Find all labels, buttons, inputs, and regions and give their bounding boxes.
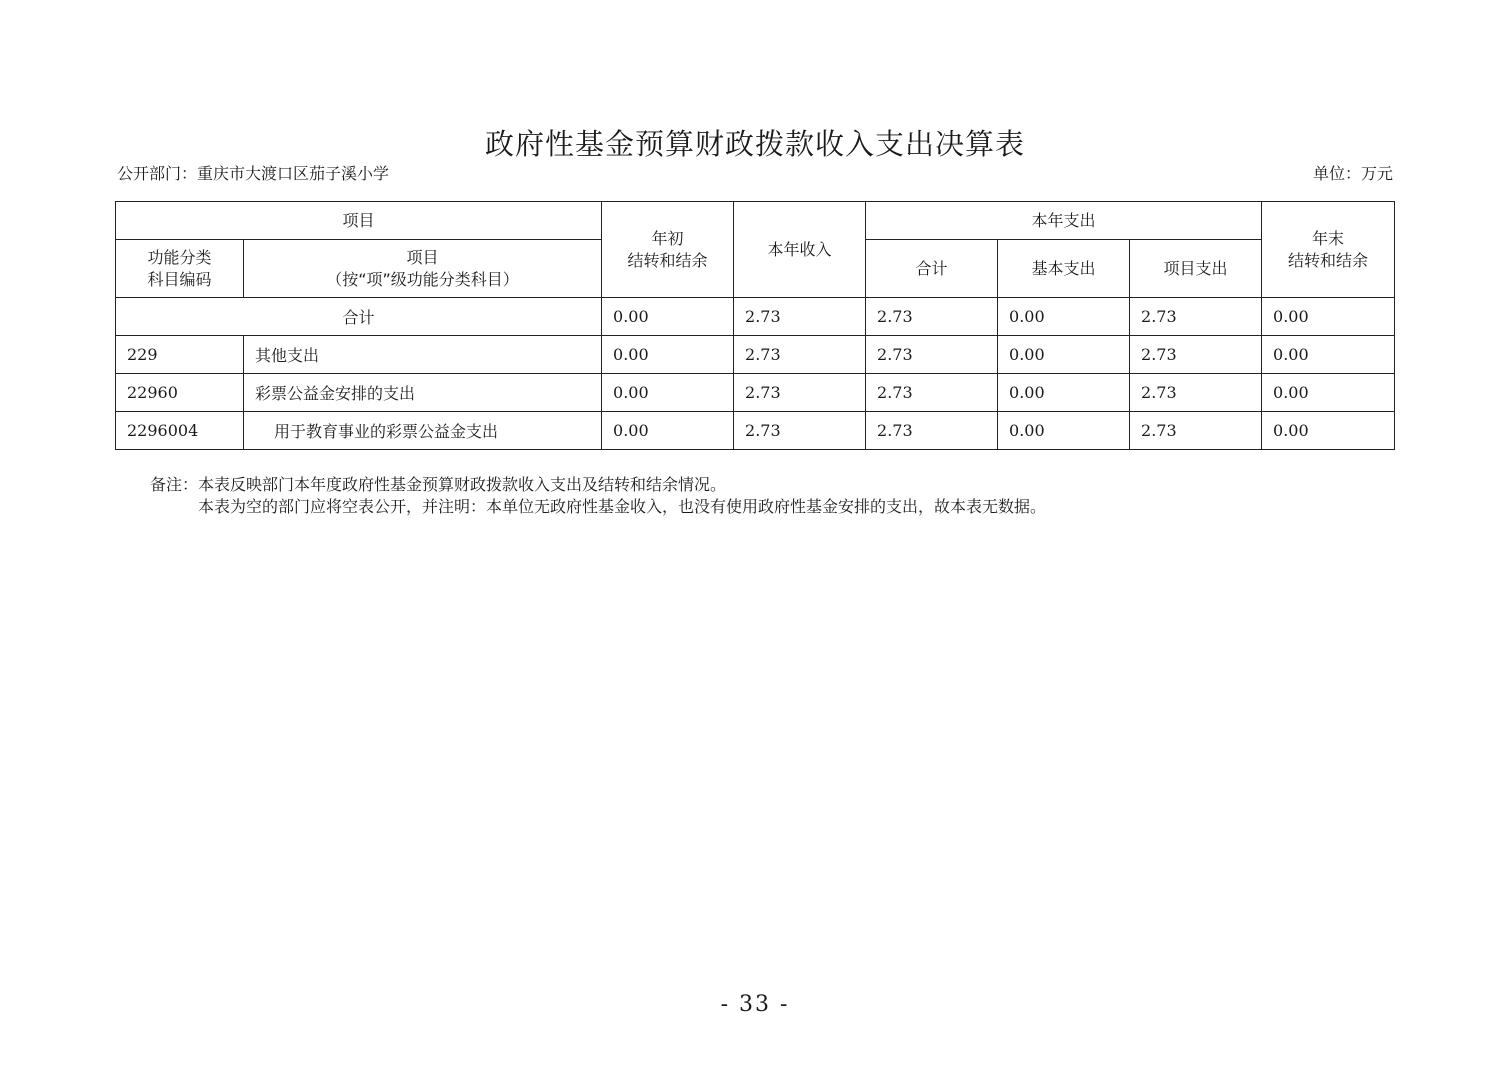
header-exp-project: 项目支出: [1130, 240, 1262, 298]
row-name: 其他支出: [244, 336, 602, 374]
header-income: 本年收入: [734, 202, 866, 298]
row-exp-basic: 0.00: [998, 374, 1130, 412]
header-closing: [1262, 202, 1395, 298]
total-label: 合计: [116, 298, 602, 336]
row-closing: 0.00: [1262, 336, 1395, 374]
unit-label: 单位：万元: [1312, 164, 1393, 183]
row-exp-project: 2.73: [1130, 336, 1262, 374]
row-exp-project: 2.73: [1130, 412, 1262, 450]
row-closing: 0.00: [1262, 412, 1395, 450]
row-code: 22960: [116, 374, 244, 412]
note-line-2: 本表为空的部门应将空表公开，并注明：本单位无政府性基金收入，也没有使用政府性基金安排的支出，故本表无数据。: [198, 497, 1047, 516]
total-row: [116, 298, 1395, 336]
header-exp-total: 合计: [866, 240, 998, 298]
row-exp-basic: 0.00: [998, 336, 1130, 374]
row-opening: 0.00: [602, 374, 734, 412]
header-opening-line2: 结转和结余: [627, 250, 708, 270]
total-exp-project: 2.73: [1130, 298, 1262, 336]
header-name: [244, 240, 602, 298]
header-code: [116, 240, 244, 298]
total-closing: 0.00: [1262, 298, 1395, 336]
row-exp-basic: 0.00: [998, 412, 1130, 450]
header-item: 项目: [116, 202, 602, 240]
row-exp-total: 2.73: [866, 374, 998, 412]
note-line-1: 备注：本表反映部门本年度政府性基金预算财政拨款收入支出及结转和结余情况。: [150, 475, 727, 494]
header-exp-basic: 基本支出: [998, 240, 1130, 298]
row-income: 2.73: [734, 412, 866, 450]
row-exp-total: 2.73: [866, 412, 998, 450]
table-title: 政府性基金预算财政拨款收入支出决算表: [484, 127, 1025, 161]
header-opening: [602, 202, 734, 298]
total-exp-basic: 0.00: [998, 298, 1130, 336]
department-label: 公开部门：重庆市大渡口区茄子溪小学: [117, 164, 390, 183]
row-exp-total: 2.73: [866, 336, 998, 374]
row-code: 2296004: [116, 412, 244, 450]
row-income: 2.73: [734, 336, 866, 374]
row-exp-project: 2.73: [1130, 374, 1262, 412]
page-number: - 33 -: [720, 992, 790, 1017]
table-row: [116, 412, 1395, 450]
total-exp-total: 2.73: [866, 298, 998, 336]
table-row: [116, 374, 1395, 412]
header-row-1: [116, 202, 1395, 240]
notes: [150, 474, 1046, 518]
row-code: 229: [116, 336, 244, 374]
row-income: 2.73: [734, 374, 866, 412]
header-name-line1: 项目: [406, 247, 439, 267]
row-name: 用于教育事业的彩票公益金支出: [244, 412, 602, 450]
header-code-line2: 科目编码: [147, 269, 212, 289]
header-code-line1: 功能分类: [147, 247, 212, 267]
row-name: 彩票公益金安排的支出: [244, 374, 602, 412]
header-expense: 本年支出: [866, 202, 1262, 240]
fund-table: [115, 201, 1395, 450]
header-closing-line2: 结转和结余: [1288, 250, 1369, 270]
total-income: 2.73: [734, 298, 866, 336]
header-opening-line1: 年初: [651, 228, 684, 248]
row-opening: 0.00: [602, 412, 734, 450]
table-row: [116, 336, 1395, 374]
row-opening: 0.00: [602, 336, 734, 374]
total-opening: 0.00: [602, 298, 734, 336]
header-closing-line1: 年末: [1312, 228, 1345, 248]
header-name-line2: （按“项”级功能分类科目）: [326, 269, 519, 289]
row-closing: 0.00: [1262, 374, 1395, 412]
